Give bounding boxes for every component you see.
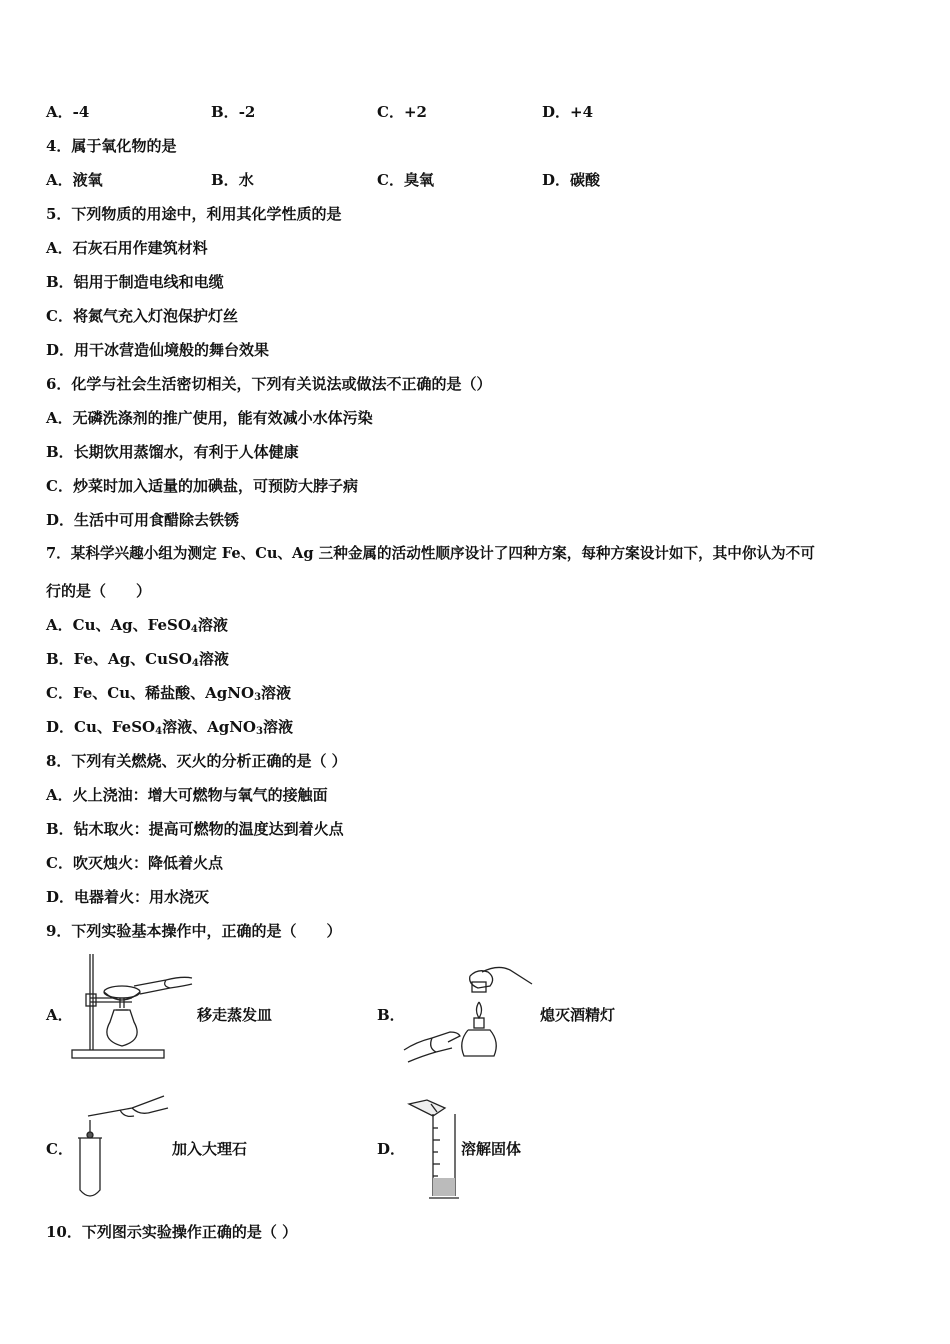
- q4-option-d: D．碳酸: [542, 171, 601, 189]
- alcohol-lamp-figure: [402, 962, 537, 1070]
- test-tube-figure: [72, 1088, 172, 1203]
- q9-option-d-letter: D．: [377, 1140, 406, 1158]
- q7-stem-line1: 7．某科学兴趣小组为测定 Fe、Cu、Ag 三种金属的活动性顺序设计了四种方案，每种方案设计如下，其中你认为不可: [46, 545, 815, 562]
- q5-option-c: C．将氮气充入灯泡保护灯丝: [46, 307, 238, 325]
- q9-option-b-caption: 熄灭酒精灯: [540, 1006, 616, 1024]
- q8-option-b: B．钻木取火：提高可燃物的温度达到着火点: [46, 820, 344, 838]
- q3-option-d: D．+4: [542, 103, 594, 121]
- q3-option-c: C．+2: [377, 103, 427, 121]
- q4-option-c: C．臭氧: [377, 171, 434, 189]
- q6-option-c: C．炒菜时加入适量的加碘盐，可预防大脖子病: [46, 477, 358, 495]
- q8-option-d: D．电器着火：用水浇灭: [46, 888, 210, 906]
- q9-option-b-letter: B．: [377, 1006, 405, 1024]
- q8-option-a: A．火上浇油：增大可燃物与氧气的接触面: [46, 786, 328, 804]
- q9-option-c-letter: C．: [46, 1140, 73, 1158]
- q6-stem: 6．化学与社会生活密切相关，下列有关说法或做法不正确的是（）: [46, 375, 492, 393]
- q9-option-a-letter: A．: [46, 1006, 73, 1024]
- q9-stem: 9．下列实验基本操作中，正确的是（ ）: [46, 922, 342, 940]
- q5-option-b: B．铝用于制造电线和电缆: [46, 273, 224, 291]
- q8-option-c: C．吹灭烛火：降低着火点: [46, 854, 223, 872]
- q7-option-c: C．Fe、Cu、稀盐酸、AgNO$_3$溶液: [46, 684, 292, 703]
- q7-option-d: D．Cu、FeSO$_4$溶液、AgNO$_3$溶液: [46, 718, 293, 737]
- q9-option-c-caption: 加入大理石: [172, 1140, 248, 1158]
- q5-option-a: A．石灰石用作建筑材料: [46, 239, 208, 257]
- q3-option-b: B．-2: [211, 103, 256, 121]
- q5-stem: 5．下列物质的用途中，利用其化学性质的是: [46, 205, 342, 223]
- q6-option-d: D．生活中可用食醋除去铁锈: [46, 511, 240, 529]
- q6-option-a: A．无磷洗涤剂的推广使用，能有效减小水体污染: [46, 409, 373, 427]
- q8-stem: 8．下列有关燃烧、灭火的分析正确的是（ ）: [46, 752, 347, 770]
- q4-option-b: B．水: [211, 171, 254, 189]
- q4-option-a: A．液氧: [46, 171, 103, 189]
- q10-stem: 10．下列图示实验操作正确的是（ ）: [46, 1223, 298, 1241]
- q9-option-a-caption: 移走蒸发皿: [197, 1006, 273, 1024]
- evaporating-setup-figure: [70, 950, 195, 1065]
- q9-option-d-caption: 溶解固体: [461, 1140, 522, 1158]
- q4-stem: 4．属于氧化物的是: [46, 137, 177, 155]
- q7-option-a: A．Cu、Ag、FeSO$_4$溶液: [46, 616, 228, 635]
- q6-option-b: B．长期饮用蒸馏水，有利于人体健康: [46, 443, 299, 461]
- measuring-cylinder-figure: [405, 1098, 460, 1203]
- q3-option-a: A．-4: [46, 103, 90, 121]
- q7-option-b: B．Fe、Ag、CuSO$_4$溶液: [46, 650, 229, 669]
- q7-stem-line2: 行的是（ ）: [46, 582, 152, 600]
- q5-option-d: D．用干冰营造仙境般的舞台效果: [46, 341, 270, 359]
